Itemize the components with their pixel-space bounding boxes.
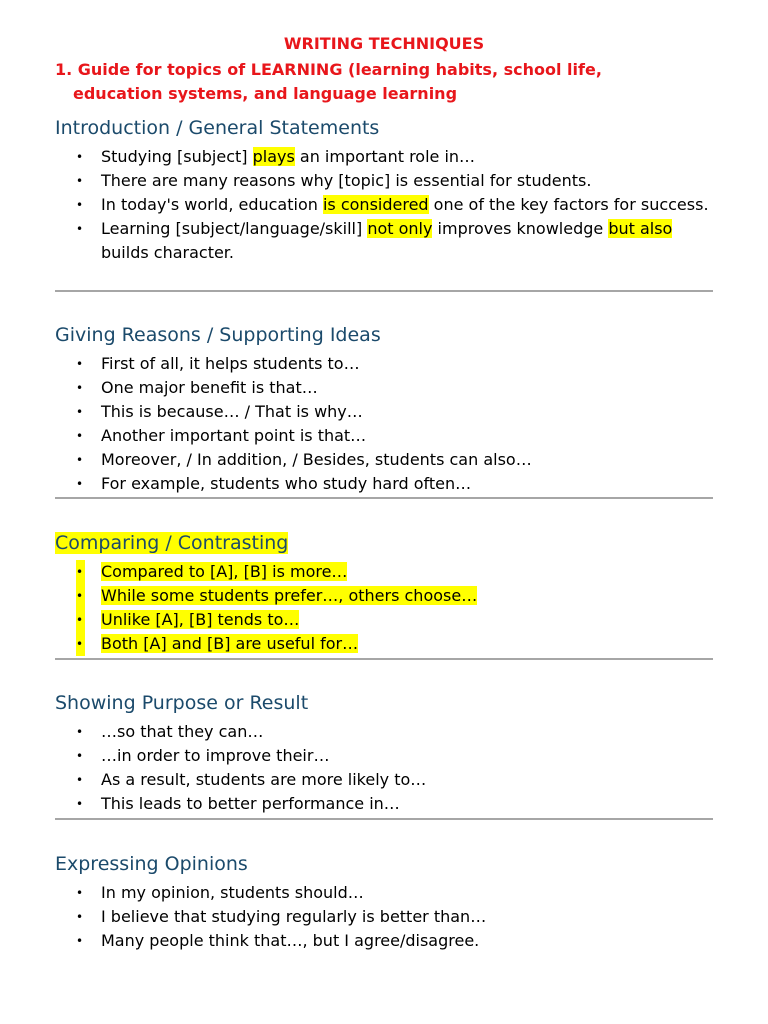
text-run: This is because… / That is why…	[101, 402, 363, 421]
bullet-icon: •	[76, 584, 85, 608]
list-item-text	[101, 402, 363, 421]
list-item	[0, 560, 768, 584]
bullet-icon: •	[76, 632, 85, 656]
list-item-text	[101, 426, 366, 445]
list-item	[0, 169, 768, 193]
divider	[55, 818, 713, 820]
text-run: Compared to [A], [B] is more…	[101, 562, 348, 581]
list-item	[0, 792, 768, 816]
bullet-icon: •	[76, 477, 84, 491]
bullet-icon: •	[76, 608, 85, 632]
section-heading-text: Comparing / Contrasting	[55, 532, 289, 554]
list-item	[0, 217, 768, 265]
text-run: Moreover, / In addition, / Besides, students can also…	[101, 450, 532, 469]
list-item	[0, 584, 768, 608]
text-run: In my opinion, students should…	[101, 883, 364, 902]
section-heading: Introduction / General Statements	[55, 117, 380, 139]
list-item	[0, 352, 768, 376]
section-heading: Showing Purpose or Result	[55, 692, 309, 714]
bullet-icon: •	[76, 453, 84, 467]
bullet-icon: •	[76, 150, 84, 164]
list-item-text	[101, 354, 360, 373]
list-item-text	[101, 195, 709, 214]
text-run: This leads to better performance in…	[101, 794, 400, 813]
subtitle-line-1: 1. Guide for topics of LEARNING (learning habits, school life,	[55, 60, 602, 79]
highlighted-text: plays	[252, 147, 295, 166]
divider	[55, 497, 713, 499]
list-item-text	[101, 610, 299, 629]
bullet-icon: •	[76, 910, 84, 924]
text-run: For example, students who study hard often…	[101, 474, 472, 493]
list-item	[0, 472, 768, 496]
section-list	[0, 720, 768, 816]
list-item-text	[101, 634, 358, 653]
section-list	[0, 145, 768, 265]
text-run: Learning [subject/language/skill]	[101, 219, 368, 238]
bullet-icon: •	[76, 560, 85, 584]
section-heading	[55, 530, 288, 556]
list-item	[0, 768, 768, 792]
list-item-text	[101, 219, 672, 262]
list-item	[0, 881, 768, 905]
list-item-text	[101, 883, 364, 902]
list-item	[0, 193, 768, 217]
bullet-icon: •	[76, 381, 84, 395]
text-run: Another important point is that…	[101, 426, 367, 445]
text-run: improves knowledge	[432, 219, 609, 238]
section-heading: Expressing Opinions	[55, 853, 248, 875]
text-run: an important role in…	[294, 147, 476, 166]
text-run: Many people think that…, but I agree/disagree.	[101, 931, 480, 950]
text-run: one of the key factors for success.	[428, 195, 709, 214]
text-run: In today's world, education	[101, 195, 323, 214]
list-item	[0, 376, 768, 400]
list-item	[0, 744, 768, 768]
subtitle-line-2: education systems, and language learning	[73, 84, 458, 103]
list-item-text	[101, 931, 479, 950]
list-item	[0, 632, 768, 656]
list-item	[0, 929, 768, 953]
section-list	[0, 560, 768, 656]
text-run: builds character.	[101, 243, 234, 262]
text-run: While some students prefer…, others choose…	[101, 586, 478, 605]
text-run: First of all, it helps students to…	[101, 354, 360, 373]
bullet-icon: •	[76, 174, 84, 188]
section-list	[0, 352, 768, 496]
bullet-icon: •	[76, 429, 84, 443]
list-item-text	[101, 746, 329, 765]
text-run: …so that they can…	[101, 722, 264, 741]
text-run: Studying [subject]	[101, 147, 253, 166]
list-item-text	[101, 586, 477, 605]
section-list	[0, 881, 768, 953]
highlighted-text: is considered	[322, 195, 429, 214]
list-item-text	[101, 722, 263, 741]
highlighted-text: but also	[608, 219, 673, 238]
document-title: WRITING TECHNIQUES	[283, 34, 485, 53]
text-run: I believe that studying regularly is better than…	[101, 907, 487, 926]
list-item-text	[101, 770, 426, 789]
list-item-text	[101, 450, 532, 469]
bullet-icon: •	[76, 357, 84, 371]
list-item-text	[101, 562, 347, 581]
document-subtitle	[55, 58, 735, 106]
bullet-icon: •	[76, 725, 84, 739]
list-item	[0, 448, 768, 472]
divider	[55, 290, 713, 292]
list-item-text	[101, 794, 400, 813]
list-item	[0, 720, 768, 744]
bullet-icon: •	[76, 797, 84, 811]
list-item-text	[101, 907, 486, 926]
bullet-icon: •	[76, 749, 84, 763]
bullet-icon: •	[76, 886, 84, 900]
list-item-text	[101, 147, 475, 166]
list-item	[0, 145, 768, 169]
text-run: …in order to improve their…	[101, 746, 330, 765]
bullet-icon: •	[76, 222, 84, 236]
bullet-icon: •	[76, 773, 84, 787]
bullet-icon: •	[76, 405, 84, 419]
divider	[55, 658, 713, 660]
text-run: Both [A] and [B] are useful for…	[101, 634, 359, 653]
text-run: Unlike [A], [B] tends to…	[101, 610, 300, 629]
text-run: As a result, students are more likely to…	[101, 770, 427, 789]
highlighted-text: not only	[367, 219, 433, 238]
bullet-icon: •	[76, 934, 84, 948]
text-run: One major benefit is that…	[101, 378, 318, 397]
section-heading: Giving Reasons / Supporting Ideas	[55, 324, 381, 346]
text-run: There are many reasons why [topic] is essential for students.	[101, 171, 592, 190]
list-item-text	[101, 378, 318, 397]
list-item	[0, 608, 768, 632]
list-item	[0, 400, 768, 424]
bullet-icon: •	[76, 198, 84, 212]
list-item	[0, 905, 768, 929]
list-item-text	[101, 474, 471, 493]
list-item-text	[101, 171, 591, 190]
list-item	[0, 424, 768, 448]
